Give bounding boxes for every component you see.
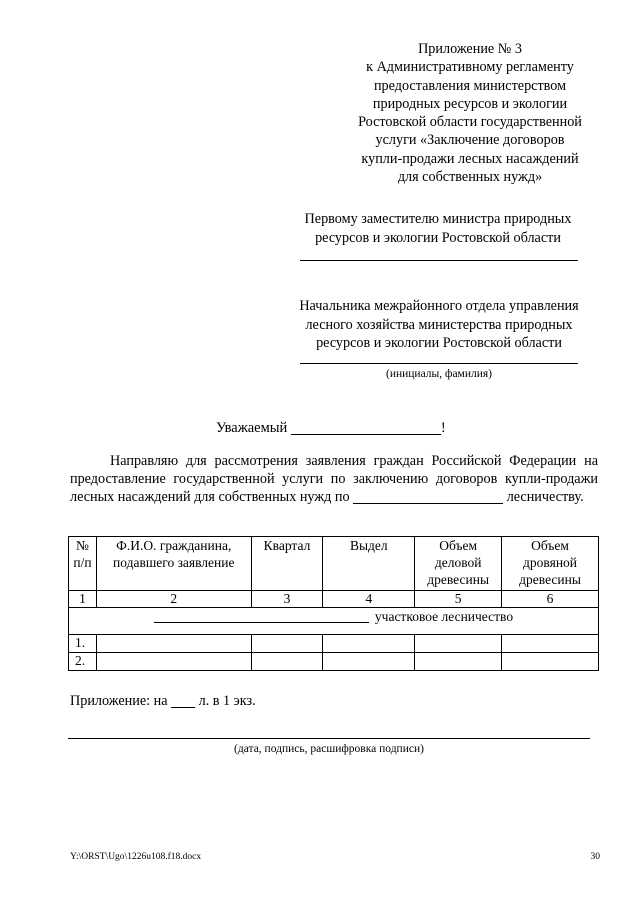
addressee-name-line <box>300 260 578 261</box>
greeting-suffix: ! <box>440 420 446 436</box>
appendix-header <box>340 40 600 186</box>
table-cell: 1. <box>69 635 97 653</box>
table-cell <box>502 635 599 653</box>
letter-body <box>70 453 598 506</box>
forestry-label: участковое лесничество <box>374 609 514 624</box>
attachment-prefix: Приложение: на <box>70 693 168 709</box>
applications-table <box>68 536 599 671</box>
greeting-name-blank <box>291 420 441 435</box>
addressee-to-line: ресурсов и экологии Ростовской области <box>315 229 561 246</box>
sheet-count-blank <box>171 695 195 708</box>
header-firewood: Объем дровяной древесины <box>502 537 599 591</box>
column-number: 4 <box>323 591 415 608</box>
table-cell <box>502 653 599 671</box>
table-header-row <box>69 537 599 591</box>
table-cell <box>251 635 323 653</box>
header-fio: Ф.И.О. гражданина, подавшего заявление <box>96 537 251 591</box>
appendix-line: к Административному регламенту <box>366 59 574 76</box>
forestry-cell <box>69 608 599 635</box>
table-cell <box>96 635 251 653</box>
table-cell <box>96 653 251 671</box>
column-number: 1 <box>69 591 97 608</box>
footer-file-path: Y:\ORST\Ugo\1226u108.f18.docx <box>70 852 202 862</box>
addressee-to <box>288 210 588 247</box>
header-business-wood: Объем деловой древесины <box>415 537 502 591</box>
column-number-row <box>69 591 599 608</box>
letter-body-part2: лесничеству. <box>506 488 584 505</box>
appendix-line: услуги «Заключение договоров <box>375 132 565 149</box>
attachment-suffix: л. в 1 экз. <box>198 693 256 709</box>
initials-caption: (инициалы, фамилия) <box>385 368 493 380</box>
forestry-name-blank <box>154 610 369 623</box>
signature-caption: (дата, подпись, расшифровка подписи) <box>234 743 424 755</box>
table-cell: 2. <box>69 653 97 671</box>
table-row <box>69 635 599 653</box>
appendix-line: Приложение № 3 <box>418 41 522 57</box>
appendix-line: для собственных нужд» <box>397 169 543 186</box>
forestry-blank <box>353 491 503 504</box>
column-number: 2 <box>96 591 251 608</box>
appendix-line: предоставления министерством <box>373 77 567 94</box>
header-quarter: Квартал <box>251 537 323 591</box>
addressee-from-line: лесного хозяйства министерства природных <box>305 316 573 333</box>
forestry-row <box>69 608 599 635</box>
table-cell <box>323 635 415 653</box>
table-cell <box>415 653 502 671</box>
table-cell <box>251 653 323 671</box>
column-number: 5 <box>415 591 502 608</box>
column-number: 6 <box>502 591 599 608</box>
greeting <box>216 420 446 437</box>
appendix-line: Ростовской области государственной <box>358 114 582 131</box>
addressee-from <box>280 297 598 353</box>
attachment-line <box>70 693 256 710</box>
signature-line <box>68 738 590 739</box>
table-cell <box>323 653 415 671</box>
header-number: № п/п <box>69 537 97 591</box>
addressee-from-line: ресурсов и экологии Ростовской области <box>316 335 562 351</box>
letter-body-part1: Направляю для рассмотрения заявления граждан Российской Федерации на предоставление государственной услуги по заключению договоров купли-продажи лесных насаждений для собственных нужд по <box>70 453 598 505</box>
table-row <box>69 653 599 671</box>
page-number: 30 <box>590 852 600 862</box>
greeting-prefix: Уважаемый <box>216 420 288 436</box>
addressee-from-line: Начальника межрайонного отдела управления <box>299 298 579 314</box>
column-number: 3 <box>251 591 323 608</box>
header-allotment: Выдел <box>323 537 415 591</box>
appendix-line: купли-продажи лесных насаждений <box>361 150 579 167</box>
appendix-line: природных ресурсов и экологии <box>372 95 568 112</box>
sender-name-line <box>300 363 578 364</box>
table-cell <box>415 635 502 653</box>
addressee-to-line: Первому заместителю министра природных <box>304 211 572 227</box>
